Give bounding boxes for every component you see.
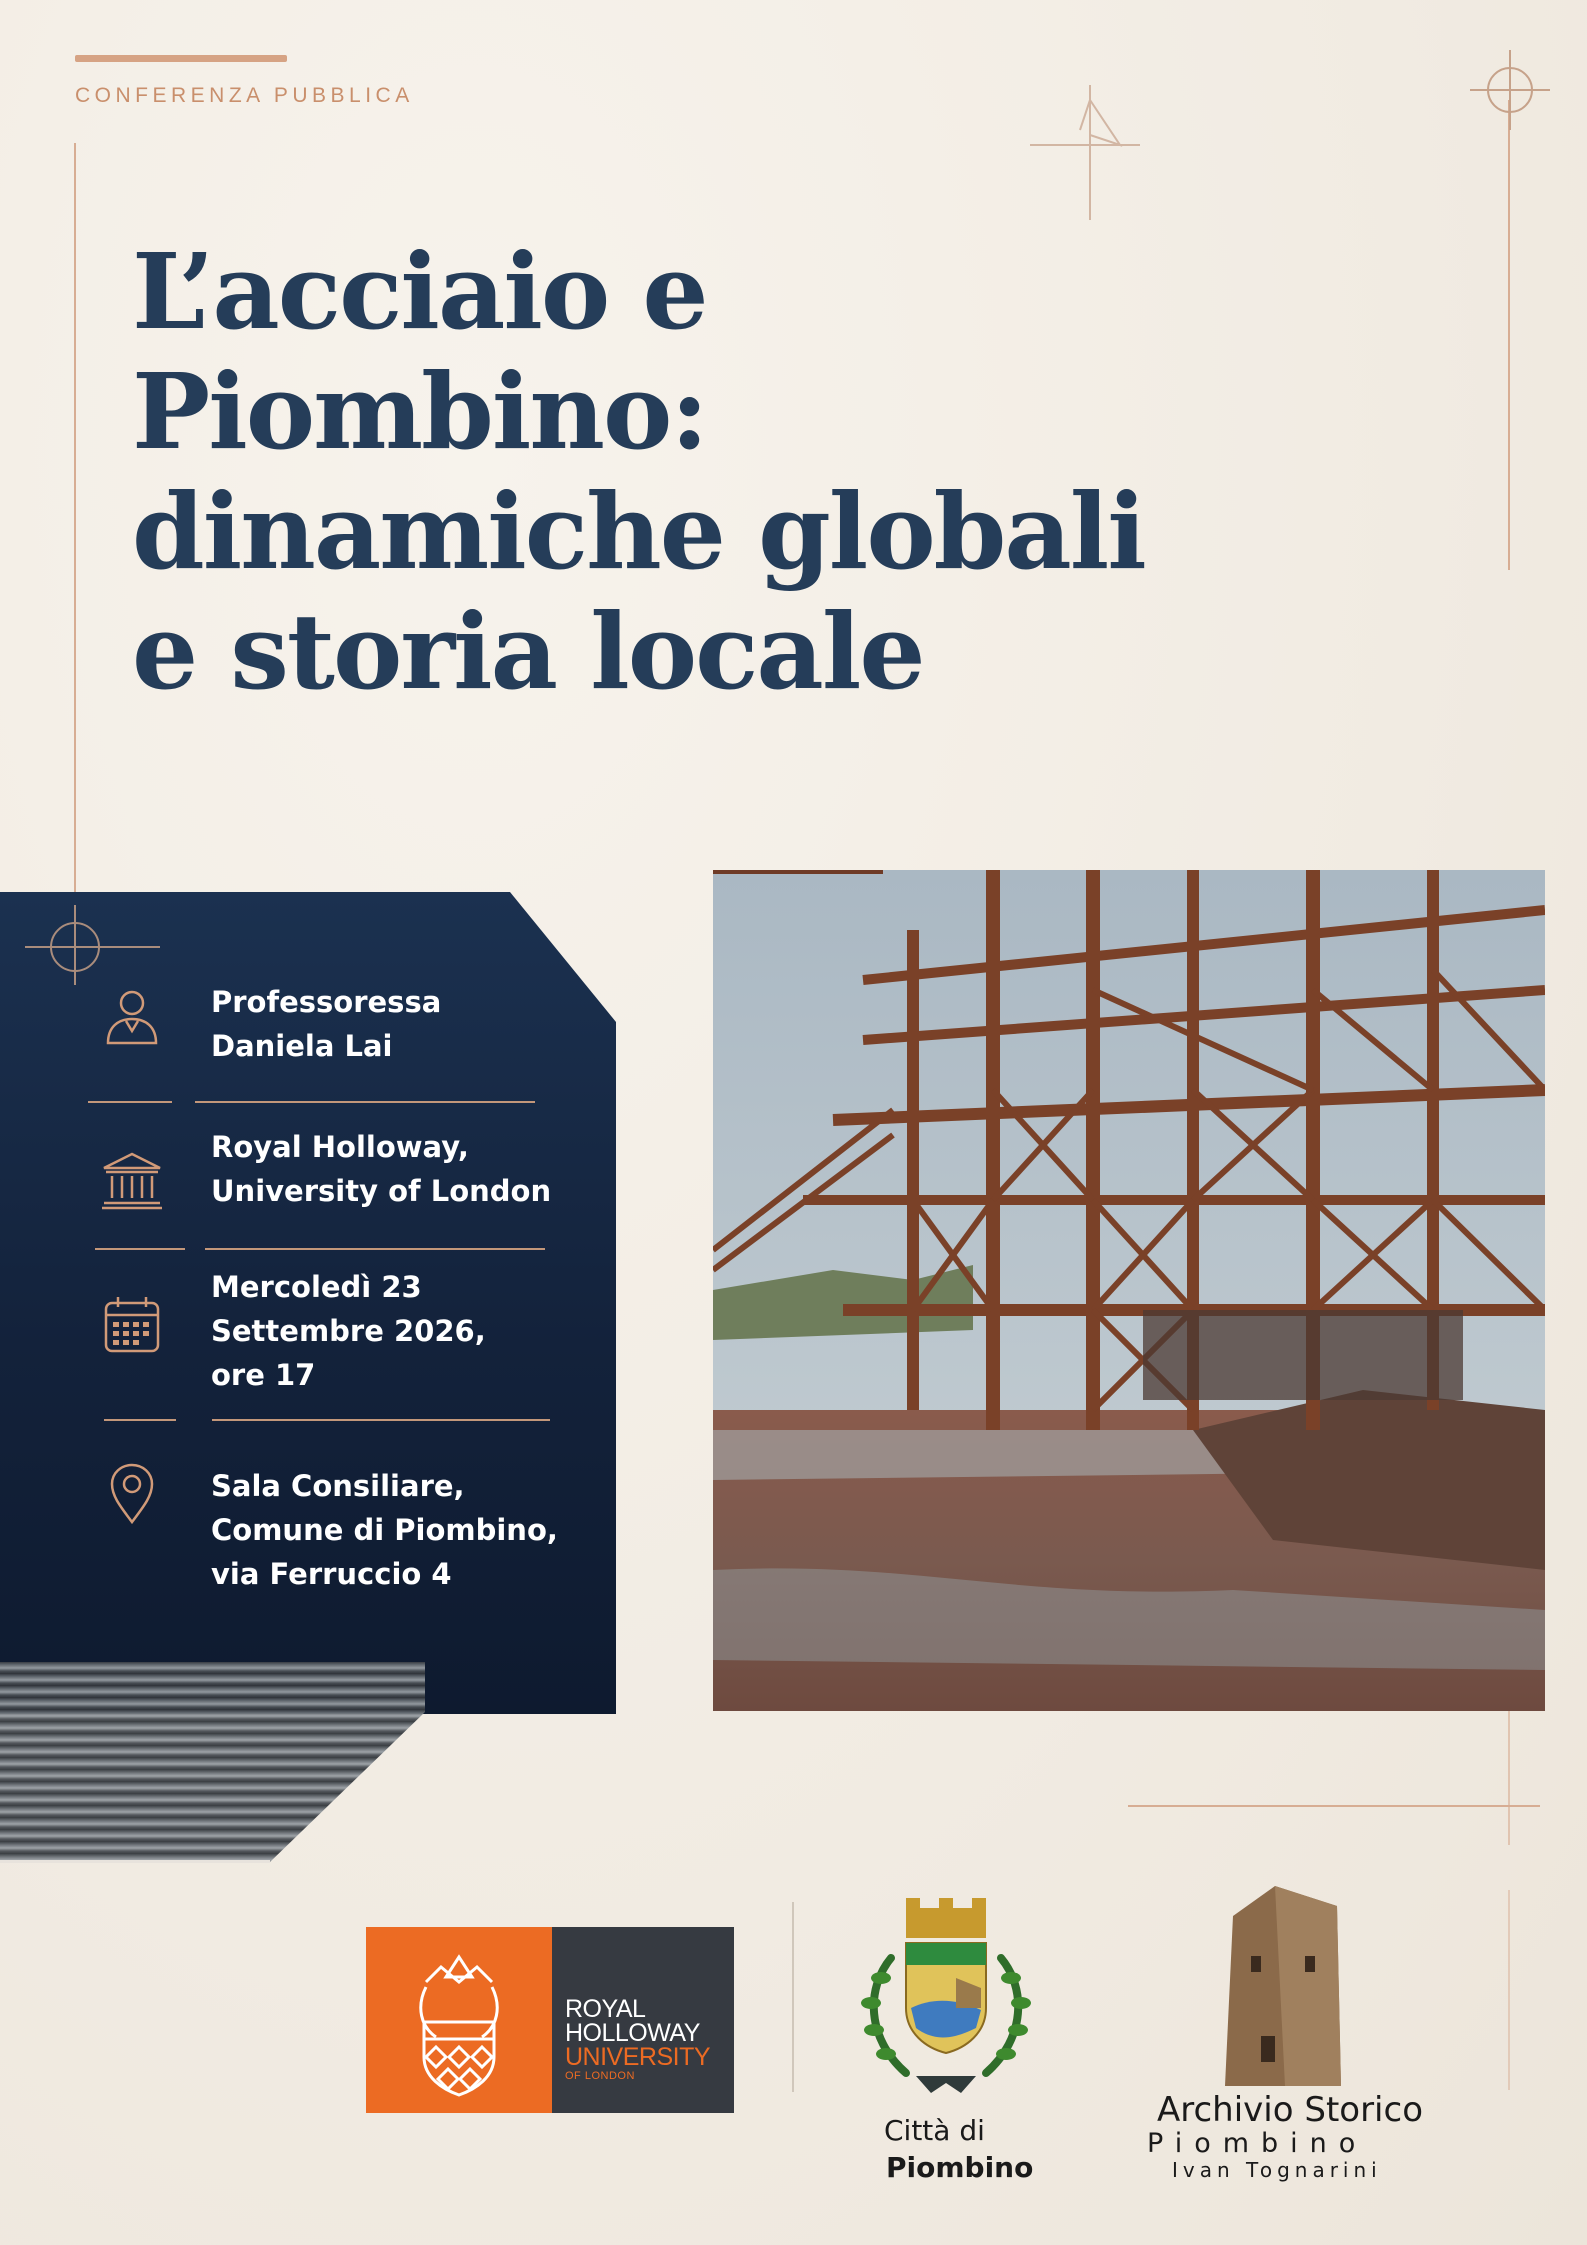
archivio-storico-logo: Archivio Storico Piombino Ivan Tognarini: [1147, 2090, 1423, 2182]
piombino-emblem-icon: [836, 1898, 1056, 2108]
separator: [195, 1101, 535, 1103]
frame-line-right: [1508, 100, 1510, 570]
rh-wordmark: ROYAL HOLLOWAY UNIVERSITY OF LONDON: [565, 1995, 711, 2082]
institution-name: Royal Holloway, University of London: [211, 1130, 552, 1208]
panel-crosshair-icon: [25, 905, 160, 985]
separator: [205, 1248, 545, 1250]
event-title: [132, 232, 1332, 712]
event-venue: Sala Consiliare, Comune di Piombino, via Ferruccio 4: [211, 1469, 558, 1591]
royal-holloway-logo: [366, 1927, 734, 2113]
frame-line-bottom-right: [1128, 1805, 1540, 1807]
title-line: L’acciaio e: [132, 230, 707, 353]
separator: [104, 1419, 176, 1421]
separator: [212, 1419, 550, 1421]
steel-plate-edge: [0, 1860, 270, 1863]
title-line: dinamiche globali: [132, 470, 1145, 593]
frame-line-right-lower: [1508, 1705, 1510, 1845]
separator: [95, 1248, 185, 1250]
institution-icon: [100, 1148, 164, 1212]
person-icon: [100, 985, 164, 1049]
frame-line-right-bottom: [1508, 1890, 1510, 2090]
eyebrow-accent-bar: [75, 55, 287, 62]
tower-icon: [1215, 1886, 1355, 2086]
event-date: Mercoledì 23 Settembre 2026, ore 17: [211, 1270, 486, 1392]
title-line: e storia locale: [132, 590, 924, 713]
separator: [88, 1101, 172, 1103]
title-line: Piombino:: [132, 350, 707, 473]
citta-di-piombino-label: Città di Piombino: [884, 2114, 1034, 2184]
frame-line-left: [74, 143, 76, 903]
industrial-structure-photo: [713, 870, 1545, 1711]
compass-sketch-icon: [1030, 80, 1140, 220]
brushed-steel-plate: [0, 1662, 425, 1862]
calendar-icon: [100, 1293, 164, 1357]
eyebrow-label: CONFERENZA PUBBLICA: [75, 84, 414, 107]
location-pin-icon: [100, 1462, 164, 1526]
logo-divider: [792, 1902, 794, 2092]
speaker-name: Professoressa Daniela Lai: [211, 985, 442, 1063]
coat-of-arms-icon: [366, 1927, 552, 2113]
rh-crest-panel: [366, 1927, 552, 2113]
crosshair-icon: [1470, 50, 1550, 130]
